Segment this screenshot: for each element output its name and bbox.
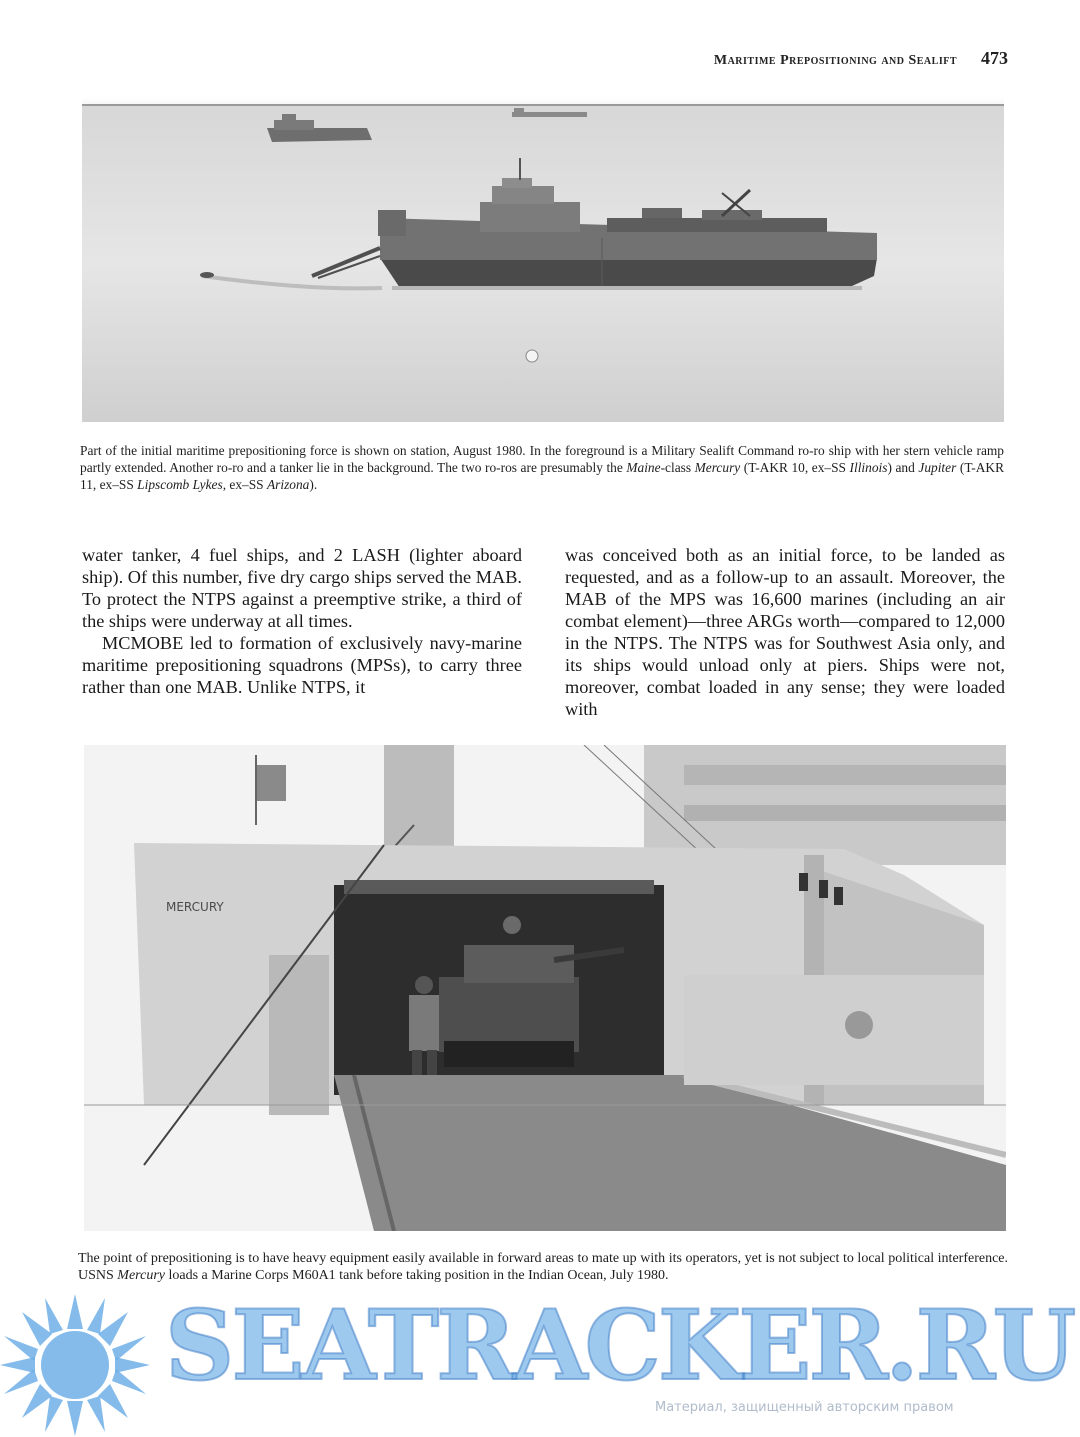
watermark-brand: SEATRACKER.RU (165, 1289, 1074, 1402)
body-column-right (565, 544, 1005, 720)
photo-caption-bottom: The point of prepositioning is to have heavy equipment easily available in forward areas to mate up with its operators, yet is not subject to local political interference. USNS Mercury loads a Marine Corps M60A1 tank before taking position in the Indian Ocean, July 1980. (78, 1251, 1008, 1283)
photo-caption-top: Part of the initial maritime prepositioning force is shown on station, August 1980. In the foreground is a Military Sealift Command ro-ro ship with her stern vehicle ramp partly extended. Another ro-ro and a tanker lie in the background. The two ro-ros are presumably the Maine-class Mercury (T-AKR 10, ex–SS Illinois) and Jupiter (T-AKR 11, ex–SS Lipscomb Lykes, ex–SS Arizona). (80, 443, 1004, 492)
hull-name-text: MERCURY (166, 900, 224, 914)
sun-logo-icon (0, 1294, 160, 1436)
paragraph: water tanker, 4 fuel ships, and 2 LASH (lighter aboard ship). Of this number, five dry cargo ships served the MAB. To protect the NTPS against a preemptive strike, a third of the ships were underway at all times. (82, 545, 522, 631)
paragraph: was conceived both as an initial force, to be landed as requested, and as a follow-up to an assault. Moreover, the MAB of the MPS was 16,600 marines (including an air combat element)—three ARGs worth—compared to 12,000 in the NTPS. The NTPS was for Southwest Asia only, and its ships would unload only at piers. Ships were not, moreover, combat loaded in any sense; they were loaded with (565, 545, 1005, 719)
running-title: Maritime Prepositioning and Sealift (713, 53, 957, 68)
running-header (714, 48, 1008, 69)
watermark (0, 1272, 1080, 1437)
page-number: 473 (981, 48, 1008, 68)
photo-tank-loading (84, 745, 1006, 1231)
watermark-copyright-note: Материал, защищенный авторским правом (655, 1400, 954, 1415)
photo-prepositioning-force (82, 98, 1004, 422)
paragraph: MCMOBE led to formation of exclusively navy-marine maritime prepositioning squadrons (MPSs), to carry three rather than one MAB. Unlike NTPS, it (82, 633, 522, 697)
body-column-left (82, 544, 522, 698)
